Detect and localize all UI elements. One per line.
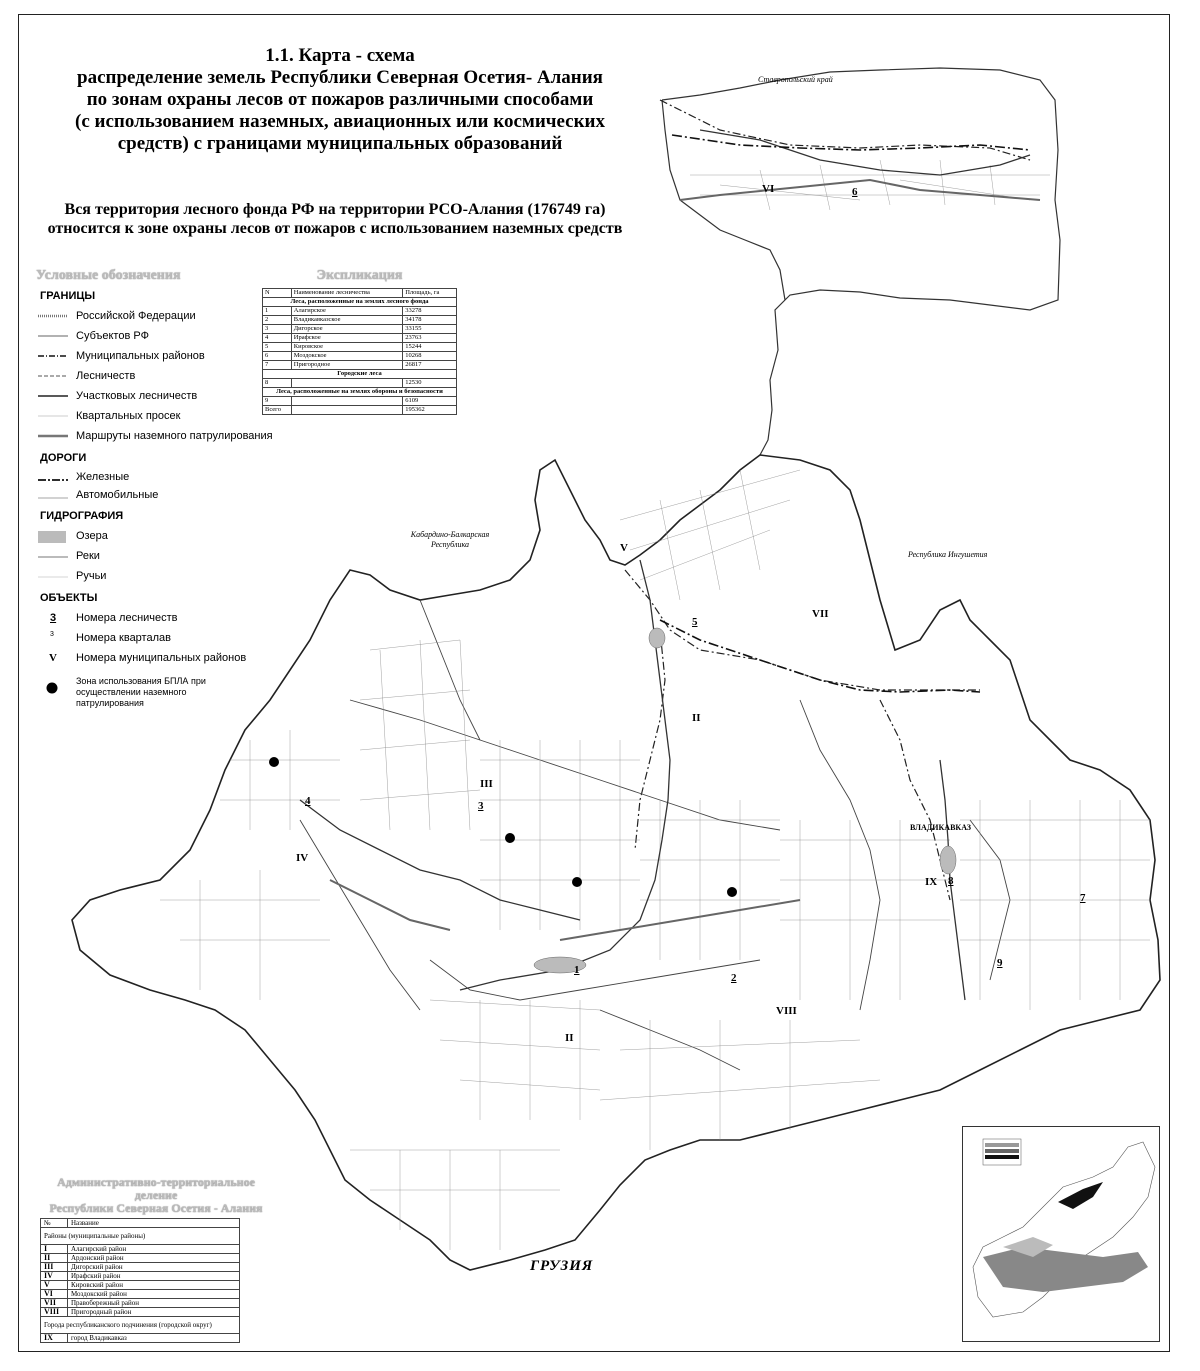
column-header: N [263,289,292,298]
legend-item-label: Железные [76,471,130,483]
column-header: Площадь, га [403,289,457,298]
cell: Алагирский район [68,1245,240,1254]
legend-item [36,546,256,566]
cell: VIII [41,1308,68,1317]
table-row [41,1272,240,1281]
legend-item-label: Лесничеств [76,370,136,382]
cell: I [41,1245,68,1254]
district-boundary [880,700,950,900]
cell [291,379,402,388]
title-line: 1.1. Карта - схема [265,45,415,66]
river [300,800,580,920]
legend-heading: Условные обозначения [36,268,181,283]
group-label: Городские леса [263,370,457,379]
legend-section-title: ГРАНИЦЫ [40,290,96,302]
forestry-boundary [430,960,760,1000]
cell: IV [41,1272,68,1281]
group-label: Города республиканского подчинения (городской округ) [41,1317,240,1334]
legend-sample-quarter-number: 3 [50,631,54,638]
forestry-number-label: 5 [692,616,698,628]
legend-item-label: Муниципальных районов [76,350,205,362]
cell: Дигорское [291,325,402,334]
cell: 26817 [403,361,457,370]
uav-zone-marker [505,833,515,843]
legend-item [36,386,256,406]
explication-table [262,288,457,415]
legend-item-label: Субъектов РФ [76,330,149,342]
group-label: Леса, расположенные на землях обороны и безопасности [263,388,457,397]
legend-item [36,486,256,504]
mozdok-district-outline [662,68,1060,455]
cell: Ардонский район [68,1254,240,1263]
admin-table [40,1218,240,1343]
city-label-vladikavkaz: ВЛАДИКАВКАЗ [910,823,972,832]
table-row [263,397,457,406]
column-header: Наименование лесничества [291,289,402,298]
legend-item [36,526,256,546]
map-title [40,45,640,155]
cell: 12530 [403,379,457,388]
cell: VI [41,1290,68,1299]
cell [291,397,402,406]
legend-item [36,426,273,446]
forestry-boundary [350,700,780,830]
table-header-row [41,1219,240,1228]
lake [940,846,956,874]
explication [262,268,457,415]
table-row [263,379,457,388]
legend-item-label: Ручьи [76,570,107,582]
legend-item-label: Квартальных просек [76,410,181,422]
cell: Ирафское [291,334,402,343]
inset-overview-map [962,1126,1160,1342]
cell: Всего [263,406,292,415]
map-subtitle [30,200,640,238]
table-group-row [41,1228,240,1245]
cell: 33278 [403,307,457,316]
forestry-number-label: 3 [478,800,484,812]
admin-heading [36,1176,276,1215]
cell: Владикавказское [291,316,402,325]
admin-division [36,1176,276,1343]
cell: VII [41,1299,68,1308]
district-boundary [635,630,665,850]
table-row [41,1254,240,1263]
patrol-route [680,180,1040,200]
district-number-label: VI [762,183,775,195]
district-number-label: IX [925,876,938,888]
legend-item-label: Зона использования БПЛА при осуществлении наземного патрулирования [76,676,206,708]
legend-item [36,648,256,668]
cell: 3 [263,325,292,334]
district-number-label: IV [296,852,309,864]
cell: 23763 [403,334,457,343]
region-label-ingushetia: Республика Ингушетия [908,550,988,559]
cell: III [41,1263,68,1272]
subtitle-line: относится к зоне охраны лесов от пожаров с использованием наземных средств [47,220,623,237]
table-row [41,1245,240,1254]
country-label-georgia: ГРУЗИЯ [530,1258,594,1274]
legend-item [36,306,256,326]
legend-item-label: Номера муниципальных районов [76,652,247,664]
legend-section-title: ОБЪЕКТЫ [40,592,98,604]
cell: 34178 [403,316,457,325]
forestry-number-label: 8 [948,875,954,887]
table-row [263,316,457,325]
legend-item-label: Реки [76,550,100,562]
table-group-row [263,370,457,379]
legend-item [36,566,256,586]
title-line: распределение земель Республики Северная Осетия- Алания [77,67,603,88]
legend-item-label: Российской Федерации [76,310,196,322]
cell: 195362 [403,406,457,415]
legend-section-title: ДОРОГИ [40,452,87,464]
group-label: Леса, расположенные на землях лесного фонда [263,298,457,307]
forestry-number-label: 1 [574,964,580,976]
legend-item-label: Автомобильные [76,489,159,501]
forestry-boundary [800,700,880,1010]
uav-zone-marker [727,887,737,897]
uav-zone-marker [269,757,279,767]
admin-heading-line: Административно-территориальное деление [57,1175,255,1202]
region-label-kbr: Кабардино-Балкарская Республика [410,530,490,549]
cell: IX [41,1334,68,1343]
forestry-number-label: 4 [305,795,311,807]
table-group-row [41,1317,240,1334]
table-row [263,352,457,361]
district-number-label: III [480,778,493,790]
cell: Моздокский район [68,1290,240,1299]
cell: Пригородный район [68,1308,240,1317]
cell: Алагирское [291,307,402,316]
legend-section-title: ГИДРОГРАФИЯ [40,510,124,522]
cell: V [41,1281,68,1290]
forestry-number-label: 2 [731,972,737,984]
cell: Дигорский район [68,1263,240,1272]
table-row [263,307,457,316]
cell: 15244 [403,343,457,352]
district-number-label: II [692,712,701,724]
cell: 9 [263,397,292,406]
table-total-row [263,406,457,415]
inset-map-canvas [963,1127,1159,1341]
table-row [263,343,457,352]
cell: 7 [263,361,292,370]
table-row [41,1263,240,1272]
admin-heading-line: Республики Северная Осетия - Алания [49,1201,263,1215]
title-line: средств) с границами муниципальных образований [117,133,563,154]
uav-zones [269,757,737,897]
legend-item [36,674,236,706]
subtitle-line: Вся территория лесного фонда РФ на территории РСО-Алания (176749 га) [64,201,606,218]
legend-item [36,468,256,486]
cell: Ирафский район [68,1272,240,1281]
legend-item [36,326,256,346]
cell: Моздокское [291,352,402,361]
legend-item [36,628,256,648]
legend-item-label: Озера [76,530,108,542]
table-group-row [263,388,457,397]
cell: Пригородное [291,361,402,370]
cell: 33155 [403,325,457,334]
legend-item-label: Участковых лесничеств [76,390,198,402]
cell: Кировское [291,343,402,352]
cell: 4 [263,334,292,343]
group-label: Районы (муниципальные районы) [41,1228,240,1245]
forestry-boundary [600,1010,740,1070]
column-header: Название [68,1219,240,1228]
legend-item-label: Номера лесничеств [76,612,178,624]
patrol-route [560,900,800,940]
legend-item-label: Маршруты наземного патрулирования [76,430,273,442]
cell: II [41,1254,68,1263]
patrol-route [330,880,450,930]
column-header: № [41,1219,68,1228]
table-row [41,1290,240,1299]
region-label-stavropol: Ставропольский край [758,75,833,84]
district-number-label: VIII [776,1005,797,1017]
cell: город Владикавказ [68,1334,240,1343]
forestry-number-label: 7 [1080,892,1086,904]
cell: 5 [263,343,292,352]
lake [649,628,665,648]
river [460,560,670,990]
table-row [41,1281,240,1290]
cell: Правобережный район [68,1299,240,1308]
table-row [41,1334,240,1343]
table-group-row [263,298,457,307]
forestry-number-label: 9 [997,957,1003,969]
table-row [263,334,457,343]
table-row [41,1299,240,1308]
title-line: (с использованием наземных, авиационных или космических [75,111,605,132]
cell: 1 [263,307,292,316]
legend-sample-forestry-number: 3 [50,612,57,624]
table-header-row [263,289,457,298]
explication-heading: Экспликация [316,268,403,283]
legend-item [36,406,256,426]
legend-item-label: Номера кварталав [76,632,171,644]
uav-zone-marker [572,877,582,887]
forestry-number-label: 6 [852,186,858,198]
cell: Кировский район [68,1281,240,1290]
table-row [263,361,457,370]
cell: 10268 [403,352,457,361]
district-number-label: II [565,1032,574,1044]
district-number-label: VII [812,608,829,620]
table-row [41,1308,240,1317]
forestry-boundary [420,600,480,740]
title-line: по зонам охраны лесов от пожаров различными способами [86,89,594,110]
cell: 2 [263,316,292,325]
railway [660,620,980,692]
district-number-label: V [620,542,628,554]
cell [291,406,402,415]
cell: 6 [263,352,292,361]
legend-item [36,346,256,366]
district-boundary [660,100,1030,160]
table-row [263,325,457,334]
legend-item [36,366,256,386]
cell: 6109 [403,397,457,406]
cell: 8 [263,379,292,388]
legend-sample-district-number: V [49,652,57,664]
